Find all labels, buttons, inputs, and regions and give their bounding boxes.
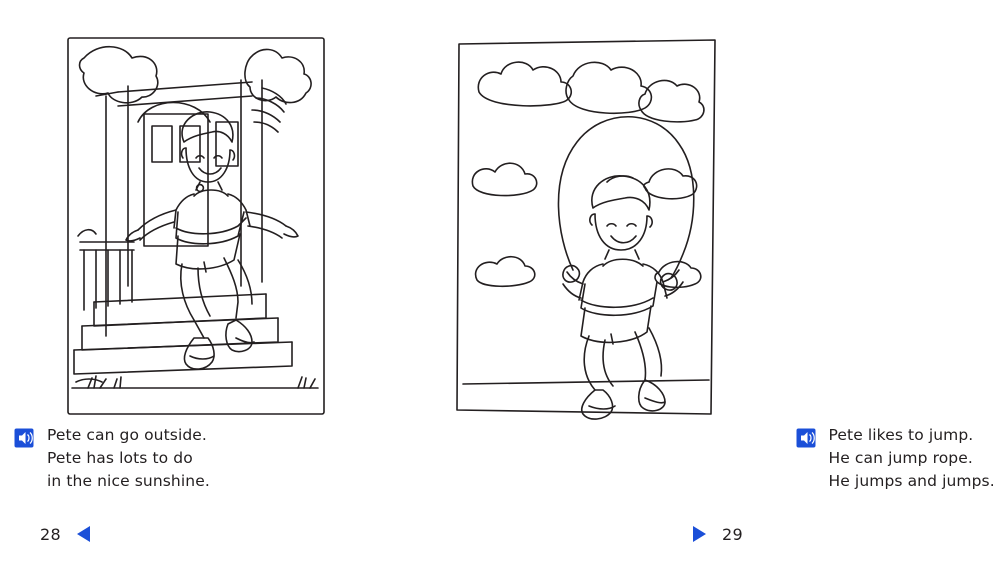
footer-left [40,523,95,545]
caption-line: Pete has lots to do [47,449,193,467]
caption-line: Pete can go outside. [47,426,207,444]
footer-right [688,523,743,545]
caption-text-right [829,424,995,493]
speaker-icon[interactable] [796,427,820,449]
page-right [392,0,995,567]
prev-triangle-icon[interactable] [73,523,95,545]
next-triangle-icon[interactable] [688,523,710,545]
illustration-left [66,36,326,416]
page-number-left: 28 [40,524,61,544]
caption-line: Pete likes to jump. [828,426,974,444]
caption-right [796,424,995,493]
speaker-icon[interactable] [14,427,38,449]
page-number-right: 29 [722,524,743,544]
caption-line: He jumps and jumps. [828,472,995,490]
caption-left [14,424,210,493]
caption-line: He can jump rope. [828,449,973,467]
caption-line: in the nice sunshine. [47,472,210,490]
illustration-right [453,36,721,418]
caption-text-left [47,424,210,493]
page-left [0,0,392,567]
